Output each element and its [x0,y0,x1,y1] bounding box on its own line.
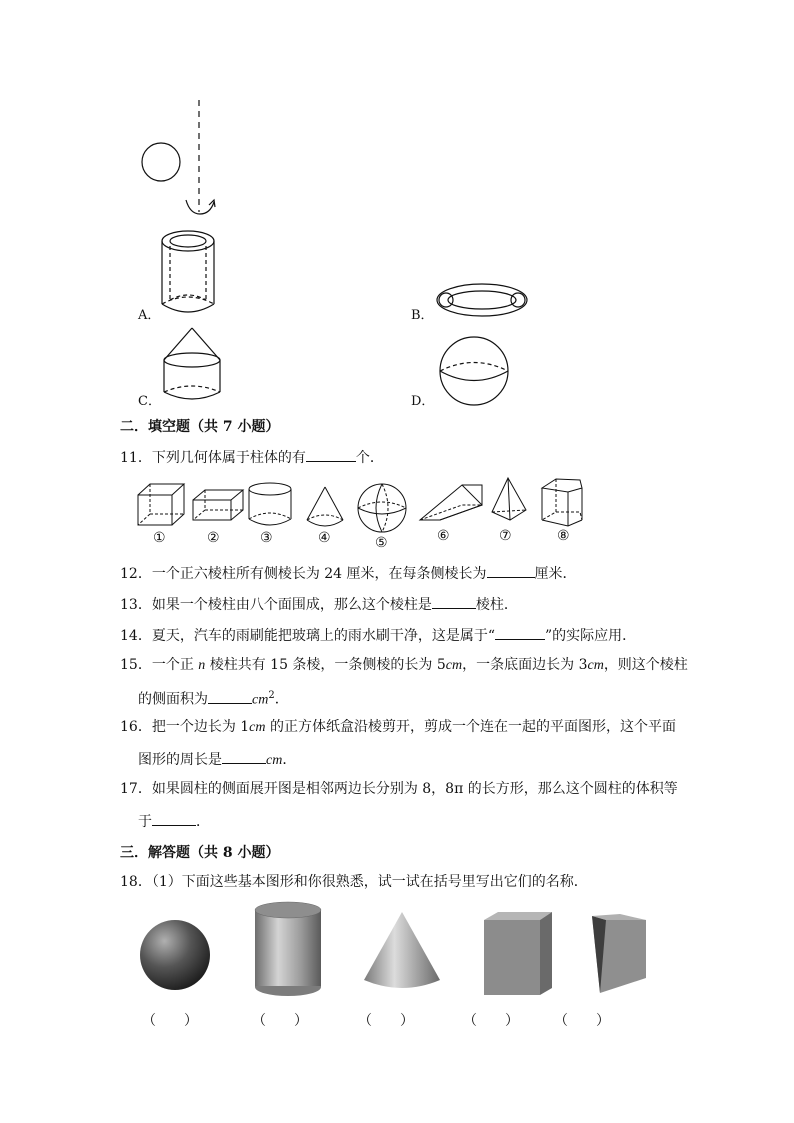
option-d-sphere-shape [440,337,508,405]
q11-cuboid-shape [193,490,243,520]
q14-blank [495,625,545,640]
q18-paren-5: （ ） [554,1013,610,1029]
q18-paren-1: （ ） [142,1013,198,1029]
q11-text: 11．下列几何体属于柱体的有 个． [120,447,384,467]
q12-text: 12．一个正六棱柱所有侧棱长为 24 厘米，在每条侧棱长为 厘米． [120,563,577,583]
q11-cylinder-shape [249,483,291,525]
q11-blank [306,447,356,462]
q11-label-8: ⑧ [557,528,570,544]
option-b-label: B． [411,308,434,323]
q16-blank [222,749,266,764]
q11-label-3: ③ [260,530,273,546]
option-b-torus-shape [437,284,527,316]
q16-line2: 图形的周长是 cm． [138,749,296,770]
q15-line1: 15．一个正 n 棱柱共有 15 条棱，一条侧棱的长为 5cm，一条底面边长为 3cm，则这个棱柱 [120,657,688,673]
q12-blank [487,563,535,578]
rotation-arrow-icon [186,200,214,214]
q11-cube-shape [138,484,184,525]
q18-triangular-prism-shape [592,914,646,993]
q15-blank [208,689,252,704]
q11-label-5: ⑤ [375,535,388,551]
q11-label-7: ⑦ [499,528,512,544]
q18-paren-3: （ ） [358,1013,414,1029]
q17-line1: 17．如果圆柱的侧面展开图是相邻两边长分别为 8，8π 的长方形，那么这个圆柱的体积等 [120,781,678,797]
q11-label-4: ④ [318,530,331,546]
q17-blank [152,811,196,826]
q18-sphere-shape [140,920,210,990]
q18-cube-shape [484,912,552,995]
q11-label-2: ② [207,530,220,546]
option-c-label: C． [138,394,161,409]
q18-paren-2: （ ） [252,1013,308,1029]
option-d-label: D． [411,394,435,409]
q17-line2: 于 ． [138,811,210,831]
q11-triangular-prism-shape [420,485,482,520]
q14-text: 14．夏天，汽车的雨刷能把玻璃上的雨水刷干净，这是属于“ ”的实际应用． [120,625,636,645]
section3-title: 三．解答题（共 8 小题） [120,845,280,861]
q13-blank [432,594,476,609]
q18-paren-4: （ ） [463,1013,519,1029]
q18-cone-shape [364,912,440,988]
q11-cone-shape [307,487,343,526]
option-c-cone-cylinder-shape [164,328,220,399]
section2-title: 二．填空题（共 7 小题） [120,419,280,435]
rotation-circle [142,143,180,181]
q16-line1: 16．把一个边长为 1cm 的正方体纸盒沿棱剪开，剪成一个连在一起的平面图形，这个平面 [120,719,676,735]
q11-pentagonal-prism-shape [542,479,582,526]
q18-cylinder-shape [255,902,321,996]
q11-label-1: ① [153,530,166,546]
q18-text: 18．（1）下面这些基本图形和你很熟悉，试一试在括号里写出它们的名称． [120,874,588,890]
option-a-label: A． [138,308,161,323]
q11-pyramid-shape [492,478,526,520]
q11-label-6: ⑥ [437,528,450,544]
option-a-tube-shape [162,231,214,312]
q11-sphere-shape [358,484,406,532]
q15-line2: 的侧面积为 $cm^2$． [138,690,289,708]
q13-text: 13．如果一个棱柱由八个面围成，那么这个棱柱是 棱柱． [120,594,518,614]
